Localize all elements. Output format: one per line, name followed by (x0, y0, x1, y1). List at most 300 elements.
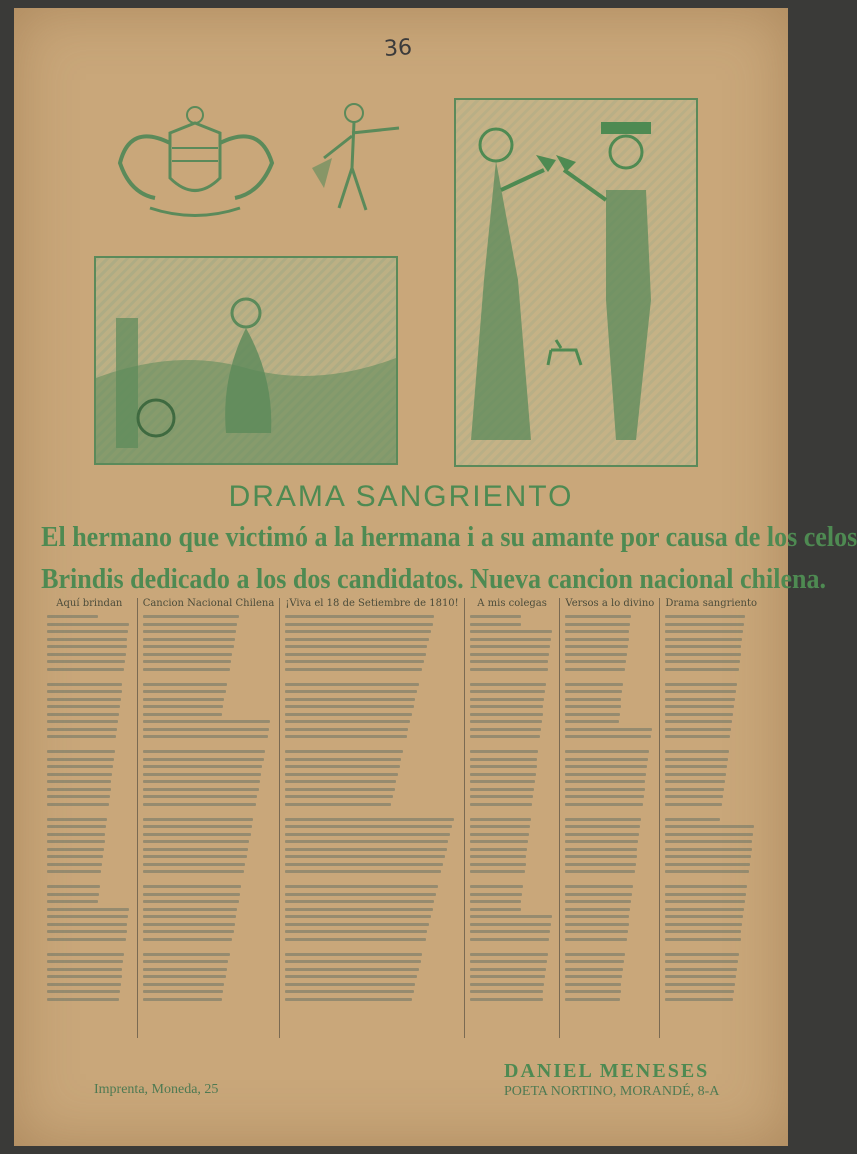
illegible-verse-line (285, 975, 417, 978)
illegible-verse-line (143, 848, 248, 851)
illegible-verse-line (565, 645, 627, 648)
illegible-verse-line (47, 833, 105, 836)
verse-lines (285, 615, 458, 1001)
illegible-verse-line (143, 758, 264, 761)
verse-column (660, 598, 762, 1038)
verse-column (42, 598, 138, 1038)
illegible-verse-line (665, 615, 745, 618)
illegible-verse-line (470, 690, 545, 693)
illegible-verse-line (47, 803, 109, 806)
illegible-verse-line (565, 683, 623, 686)
illegible-verse-line (47, 750, 115, 753)
illegible-verse-line (665, 923, 742, 926)
illegible-verse-line (665, 908, 744, 911)
illegible-verse-line (470, 780, 535, 783)
illegible-verse-line (47, 713, 119, 716)
illegible-verse-line (665, 630, 743, 633)
illegible-verse-line (285, 953, 422, 956)
illegible-verse-line (47, 885, 100, 888)
illegible-verse-line (470, 855, 527, 858)
column-title: Drama sangriento (665, 598, 758, 609)
illegible-verse-line (565, 690, 622, 693)
illegible-verse-line (143, 713, 222, 716)
illegible-verse-line (47, 795, 110, 798)
illegible-verse-line (47, 998, 119, 1001)
printer-imprint: Imprenta, Moneda, 25 (94, 1082, 219, 1097)
illegible-verse-line (565, 623, 630, 626)
column-title: Versos a lo divino (565, 598, 655, 609)
illegible-verse-line (47, 840, 105, 843)
illegible-verse-line (470, 803, 533, 806)
verse-column (560, 598, 660, 1038)
illegible-verse-line (470, 795, 534, 798)
illegible-verse-line (470, 758, 538, 761)
illegible-verse-line (470, 840, 528, 843)
illegible-verse-line (665, 683, 737, 686)
illegible-verse-line (143, 968, 227, 971)
illegible-verse-line (665, 698, 735, 701)
illegible-verse-line (470, 908, 521, 911)
illegible-verse-line (47, 968, 122, 971)
illegible-verse-line (565, 660, 625, 663)
illegible-verse-line (285, 893, 436, 896)
verse-column (138, 598, 281, 1038)
illegible-verse-line (665, 720, 732, 723)
illegible-verse-line (143, 915, 236, 918)
illegible-verse-line (470, 683, 546, 686)
illegible-verse-line (665, 735, 730, 738)
author-name: DANIEL MENESES (504, 1060, 710, 1082)
illegible-verse-line (470, 953, 548, 956)
illegible-verse-line (665, 930, 741, 933)
illegible-verse-line (470, 788, 534, 791)
illegible-verse-line (47, 788, 111, 791)
illegible-verse-line (565, 765, 647, 768)
illegible-verse-line (665, 803, 722, 806)
illegible-verse-line (665, 990, 734, 993)
illegible-verse-line (143, 893, 240, 896)
illegible-verse-line (470, 983, 545, 986)
illegible-verse-line (470, 818, 531, 821)
illegible-verse-line (143, 773, 261, 776)
illegible-verse-line (47, 923, 127, 926)
illegible-verse-line (143, 998, 222, 1001)
illegible-verse-line (47, 645, 127, 648)
illegible-verse-line (285, 630, 431, 633)
illegible-verse-line (143, 803, 256, 806)
illegible-verse-line (143, 660, 231, 663)
illegible-verse-line (565, 780, 645, 783)
illegible-verse-line (285, 930, 427, 933)
verse-lines (47, 615, 132, 1001)
illegible-verse-line (47, 855, 103, 858)
landscape-woman-image (94, 256, 398, 465)
page-number-annotation: 36 (383, 35, 413, 62)
illegible-verse-line (565, 728, 651, 731)
illegible-verse-line (143, 780, 260, 783)
illegible-verse-line (565, 705, 620, 708)
illegible-verse-line (665, 818, 720, 821)
illegible-verse-line (470, 825, 530, 828)
illegible-verse-line (665, 885, 747, 888)
illegible-verse-line (47, 728, 117, 731)
illegible-verse-line (665, 893, 746, 896)
illegible-verse-line (47, 720, 118, 723)
illegible-verse-line (665, 653, 740, 656)
illegible-verse-line (143, 638, 235, 641)
illegible-verse-line (285, 833, 450, 836)
illegible-verse-line (565, 803, 642, 806)
illegible-verse-line (285, 795, 393, 798)
illegible-verse-line (143, 750, 265, 753)
illegible-verse-line (470, 765, 537, 768)
illegible-verse-line (285, 728, 408, 731)
illegible-verse-line (565, 855, 636, 858)
illegible-verse-line (285, 713, 412, 716)
illegible-verse-line (285, 863, 443, 866)
illegible-verse-line (470, 653, 550, 656)
illegible-verse-line (665, 623, 744, 626)
illegible-verse-line (47, 938, 126, 941)
illegible-verse-line (665, 863, 749, 866)
illegible-verse-line (565, 668, 625, 671)
illegible-verse-line (665, 998, 733, 1001)
illegible-verse-line (470, 623, 521, 626)
illegible-verse-line (470, 870, 525, 873)
subtitle-2: Brindis dedicado a los dos candidatos. Nueva cancion nacional chilena. (41, 564, 827, 595)
illegible-verse-line (565, 653, 626, 656)
illegible-verse-line (47, 863, 102, 866)
illegible-verse-line (143, 653, 233, 656)
illegible-verse-line (143, 615, 239, 618)
illegible-verse-line (470, 968, 546, 971)
illegible-verse-line (47, 690, 122, 693)
illegible-verse-line (47, 930, 127, 933)
illegible-verse-line (47, 818, 107, 821)
illegible-verse-line (143, 983, 225, 986)
illegible-verse-line (665, 840, 752, 843)
illegible-verse-line (565, 698, 621, 701)
illegible-verse-line (665, 855, 750, 858)
illegible-verse-line (565, 968, 623, 971)
illegible-verse-line (143, 930, 234, 933)
illegible-verse-line (665, 795, 723, 798)
illegible-verse-line (565, 983, 621, 986)
illegible-verse-line (665, 780, 725, 783)
illegible-verse-line (470, 698, 545, 701)
illegible-verse-line (565, 840, 638, 843)
column-title: Cancion Nacional Chilena (142, 598, 275, 609)
illegible-verse-line (565, 908, 630, 911)
illegible-verse-line (47, 758, 114, 761)
illegible-verse-line (470, 848, 528, 851)
illegible-verse-line (470, 915, 552, 918)
illegible-verse-line (565, 975, 622, 978)
illegible-verse-line (143, 683, 227, 686)
column-title: ¡Viva el 18 de Setiembre de 1810! (285, 598, 459, 609)
illegible-verse-line (565, 818, 641, 821)
illegible-verse-line (470, 900, 522, 903)
illegible-verse-line (285, 758, 401, 761)
illegible-verse-line (47, 960, 123, 963)
illegible-verse-line (565, 923, 628, 926)
illegible-verse-line (665, 773, 726, 776)
illegible-verse-line (665, 983, 735, 986)
illegible-verse-line (665, 953, 738, 956)
illegible-verse-line (143, 953, 230, 956)
illegible-verse-line (143, 690, 226, 693)
illegible-verse-line (143, 825, 252, 828)
illegible-verse-line (665, 825, 754, 828)
illegible-verse-line (285, 668, 422, 671)
illegible-verse-line (47, 653, 126, 656)
illegible-verse-line (565, 990, 620, 993)
illegible-verse-line (285, 803, 391, 806)
illegible-verse-line (470, 660, 549, 663)
illegible-verse-line (285, 990, 413, 993)
illegible-verse-line (285, 908, 432, 911)
illegible-verse-line (470, 930, 550, 933)
illegible-verse-line (47, 915, 128, 918)
verse-lines (665, 615, 757, 1001)
illegible-verse-line (470, 773, 536, 776)
illegible-verse-line (47, 900, 98, 903)
illegible-verse-line (143, 623, 238, 626)
dancing-figure-image (304, 98, 414, 228)
illegible-verse-line (285, 870, 441, 873)
illegible-verse-line (285, 615, 434, 618)
verse-columns (42, 598, 762, 1038)
illegible-verse-line (285, 690, 417, 693)
illegible-verse-line (285, 653, 425, 656)
illegible-verse-line (285, 998, 412, 1001)
verse-column (465, 598, 561, 1038)
illegible-verse-line (665, 758, 727, 761)
illegible-verse-line (285, 623, 432, 626)
illegible-verse-line (285, 645, 427, 648)
illegible-verse-line (143, 698, 225, 701)
illegible-verse-line (665, 833, 753, 836)
illegible-verse-line (470, 713, 543, 716)
illegible-verse-line (143, 795, 258, 798)
illegible-verse-line (565, 863, 635, 866)
illegible-verse-line (565, 900, 631, 903)
illegible-verse-line (285, 938, 425, 941)
illegible-verse-line (470, 885, 523, 888)
illegible-verse-line (285, 765, 399, 768)
illegible-verse-line (143, 788, 259, 791)
illegible-verse-line (665, 690, 736, 693)
illegible-verse-line (47, 953, 124, 956)
illegible-verse-line (285, 855, 445, 858)
illegible-verse-line (565, 788, 644, 791)
illegible-verse-line (143, 900, 239, 903)
illegible-verse-line (665, 975, 736, 978)
illegible-verse-line (47, 765, 113, 768)
illegible-verse-line (470, 705, 544, 708)
illegible-verse-line (470, 998, 543, 1001)
illegible-verse-line (143, 863, 246, 866)
illegible-verse-line (47, 668, 124, 671)
illegible-verse-line (285, 923, 429, 926)
illegible-verse-line (470, 990, 544, 993)
illegible-verse-line (47, 893, 99, 896)
illegible-verse-line (665, 638, 742, 641)
illegible-verse-line (143, 855, 247, 858)
illegible-verse-line (665, 705, 734, 708)
illegible-verse-line (47, 780, 111, 783)
illegible-verse-line (47, 698, 121, 701)
illegible-verse-line (565, 773, 646, 776)
illegible-verse-line (143, 960, 229, 963)
illegible-verse-line (470, 638, 551, 641)
illegible-verse-line (143, 990, 223, 993)
subtitle-1: El hermano que victimó a la hermana i a su amante por causa de los celos (41, 522, 857, 553)
illegible-verse-line (47, 983, 121, 986)
illegible-verse-line (665, 938, 740, 941)
illegible-verse-line (565, 848, 637, 851)
illegible-verse-line (47, 615, 98, 618)
illegible-verse-line (143, 630, 236, 633)
author-address: POETA NORTINO, MORANDÉ, 8-A (504, 1084, 720, 1099)
illegible-verse-line (47, 773, 112, 776)
illegible-verse-line (565, 795, 643, 798)
illegible-verse-line (470, 863, 526, 866)
illegible-verse-line (47, 638, 127, 641)
illegible-verse-line (470, 893, 523, 896)
illegible-verse-line (143, 840, 250, 843)
illegible-verse-line (665, 765, 726, 768)
illegible-verse-line (143, 735, 268, 738)
illegible-verse-line (565, 960, 624, 963)
coat-of-arms-image (100, 103, 290, 223)
illegible-verse-line (143, 975, 226, 978)
illegible-verse-line (665, 660, 739, 663)
illegible-verse-line (47, 848, 104, 851)
illegible-verse-line (47, 908, 129, 911)
illegible-verse-line (143, 705, 223, 708)
illegible-verse-line (665, 870, 748, 873)
illegible-verse-line (470, 668, 548, 671)
illegible-verse-line (143, 833, 251, 836)
illegible-verse-line (285, 900, 434, 903)
illegible-verse-line (285, 698, 415, 701)
illegible-verse-line (565, 750, 649, 753)
illegible-verse-line (285, 825, 451, 828)
illegible-verse-line (470, 728, 541, 731)
illegible-verse-line (665, 968, 737, 971)
illegible-verse-line (565, 893, 632, 896)
illegible-verse-line (143, 645, 234, 648)
illegible-verse-line (47, 975, 122, 978)
illegible-verse-line (565, 615, 631, 618)
illegible-verse-line (47, 705, 120, 708)
verse-column (280, 598, 464, 1038)
illegible-verse-line (47, 630, 128, 633)
illegible-verse-line (143, 938, 233, 941)
illegible-verse-line (47, 990, 120, 993)
illegible-verse-line (565, 938, 626, 941)
illegible-verse-line (47, 870, 101, 873)
column-title: Aquí brindan (56, 598, 123, 609)
illegible-verse-line (285, 848, 446, 851)
illegible-verse-line (143, 923, 235, 926)
illegible-verse-line (285, 915, 431, 918)
illegible-verse-line (285, 735, 406, 738)
illegible-verse-line (285, 750, 403, 753)
illegible-verse-line (565, 630, 629, 633)
illegible-verse-line (470, 938, 550, 941)
illegible-verse-line (665, 750, 728, 753)
illegible-verse-line (143, 728, 269, 731)
main-title: DRAMA SANGRIENTO (228, 480, 574, 513)
illegible-verse-line (665, 728, 731, 731)
illegible-verse-line (47, 825, 106, 828)
broadside-sheet (14, 8, 857, 1146)
illegible-verse-line (665, 788, 724, 791)
illegible-verse-line (565, 885, 633, 888)
verse-lines (143, 615, 275, 1001)
illegible-verse-line (665, 848, 751, 851)
illegible-verse-line (285, 885, 438, 888)
illegible-verse-line (47, 735, 116, 738)
illegible-verse-line (565, 998, 619, 1001)
illegible-verse-line (285, 638, 429, 641)
illegible-verse-line (470, 735, 540, 738)
illegible-verse-line (565, 638, 628, 641)
illegible-verse-line (47, 683, 122, 686)
illegible-verse-line (285, 705, 413, 708)
illegible-verse-line (285, 983, 415, 986)
illegible-verse-line (470, 750, 539, 753)
illegible-verse-line (285, 720, 410, 723)
illegible-verse-line (285, 960, 420, 963)
illegible-verse-line (285, 818, 453, 821)
illegible-verse-line (565, 758, 648, 761)
illegible-verse-line (470, 615, 522, 618)
illegible-verse-line (143, 885, 242, 888)
illegible-verse-line (565, 930, 627, 933)
illegible-verse-line (285, 968, 419, 971)
illegible-verse-line (565, 833, 639, 836)
illegible-verse-line (665, 915, 743, 918)
illegible-verse-line (285, 773, 398, 776)
illegible-verse-line (470, 960, 547, 963)
illegible-verse-line (470, 833, 529, 836)
illegible-verse-line (47, 660, 125, 663)
illegible-verse-line (470, 645, 550, 648)
illegible-verse-line (143, 908, 238, 911)
illegible-verse-line (665, 645, 741, 648)
illegible-verse-line (565, 720, 618, 723)
illegible-verse-line (285, 780, 396, 783)
column-title: A mis colegas (477, 598, 547, 609)
verse-lines (470, 615, 555, 1001)
illegible-verse-line (285, 660, 424, 663)
illegible-verse-line (665, 668, 738, 671)
illegible-verse-line (565, 735, 650, 738)
illegible-verse-line (143, 720, 271, 723)
illegible-verse-line (470, 975, 545, 978)
illegible-verse-line (143, 818, 254, 821)
illegible-verse-line (285, 840, 448, 843)
illegible-verse-line (470, 630, 552, 633)
illegible-verse-line (143, 765, 263, 768)
illegible-verse-line (665, 960, 737, 963)
illegible-verse-line (565, 825, 640, 828)
illegible-verse-line (565, 915, 629, 918)
illegible-verse-line (565, 713, 619, 716)
